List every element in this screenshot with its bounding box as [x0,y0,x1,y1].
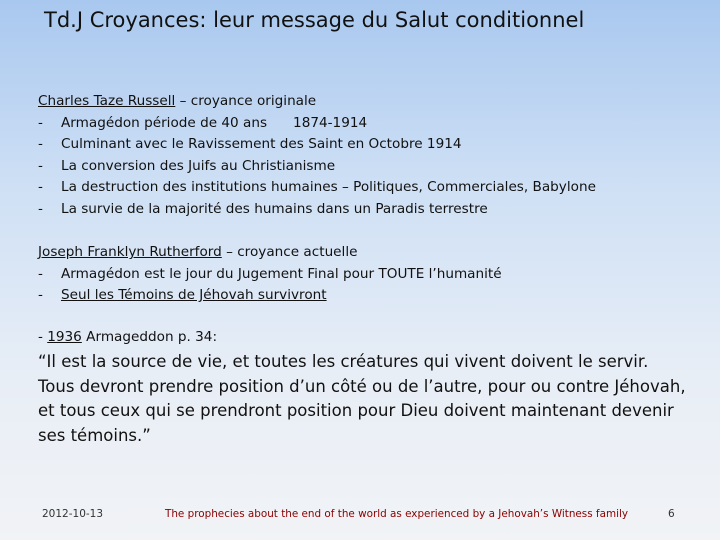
list-item [38,199,688,221]
russell-item-1: Armagédon période de 40 ans [61,114,268,131]
rutherford-quote: “Il est la source de vie, et toutes les créatures qui vivent doivent le servir. Tous devront prendre position d’un côté ou de l’autre, pour ou contre Jéhovah, et tous ceux qui se prendront position pour Dieu doivent maintenant devenir ses témoins.” [38,352,686,445]
rutherford-heading [38,242,688,264]
bullet-dash: - [38,265,43,282]
list-item [38,177,688,199]
armageddon-reference [38,327,688,349]
footer-date: 2012-10-13 [42,508,104,520]
rutherford-item-1: Armagédon est le jour du Jugement Final pour TOUTE l’humanité [61,265,502,282]
rutherford-name: Joseph Franklyn Rutherford [38,244,222,260]
rutherford-section [38,242,688,307]
ref-year: 1936 [47,329,82,345]
slide-title: Td.J Croyances: leur message du Salut conditionnel [44,8,585,32]
ref-title: Armageddon p. 34: [81,329,218,345]
russell-item-5: La survie de la majorité des humains dans un Paradis terrestre [61,200,488,217]
russell-item-4: La destruction des institutions humaines – Politiques, Commerciales, Babylone [61,179,596,195]
russell-section [38,91,688,220]
ref-dash: - [38,329,43,345]
list-item [38,113,688,135]
russell-subtitle: – croyance originale [175,93,317,109]
bullet-dash: - [38,179,43,195]
footer-title: The prophecies about the end of the world as experienced by a Jehovah’s Witness family [165,508,629,520]
russell-name: Charles Taze Russell [38,93,176,109]
russell-item-3: La conversion des Juifs au Christianisme [61,157,336,174]
bullet-dash: - [38,157,43,174]
slide-number: 6 [668,508,675,520]
list-item [38,264,688,286]
russell-heading [38,91,688,113]
russell-item-1-years: 1874-1914 [293,114,368,131]
bullet-dash: - [38,136,43,152]
bullet-dash: - [38,114,43,131]
list-item [38,156,688,178]
rutherford-item-2: Seul les Témoins de Jéhovah survivront [61,287,327,303]
russell-item-2: Culminant avec le Ravissement des Saint en Octobre 1914 [61,136,462,152]
list-item [38,134,688,156]
list-item [38,285,688,307]
bullet-dash: - [38,200,43,217]
bullet-dash: - [38,287,43,303]
rutherford-subtitle: – croyance actuelle [221,244,358,260]
